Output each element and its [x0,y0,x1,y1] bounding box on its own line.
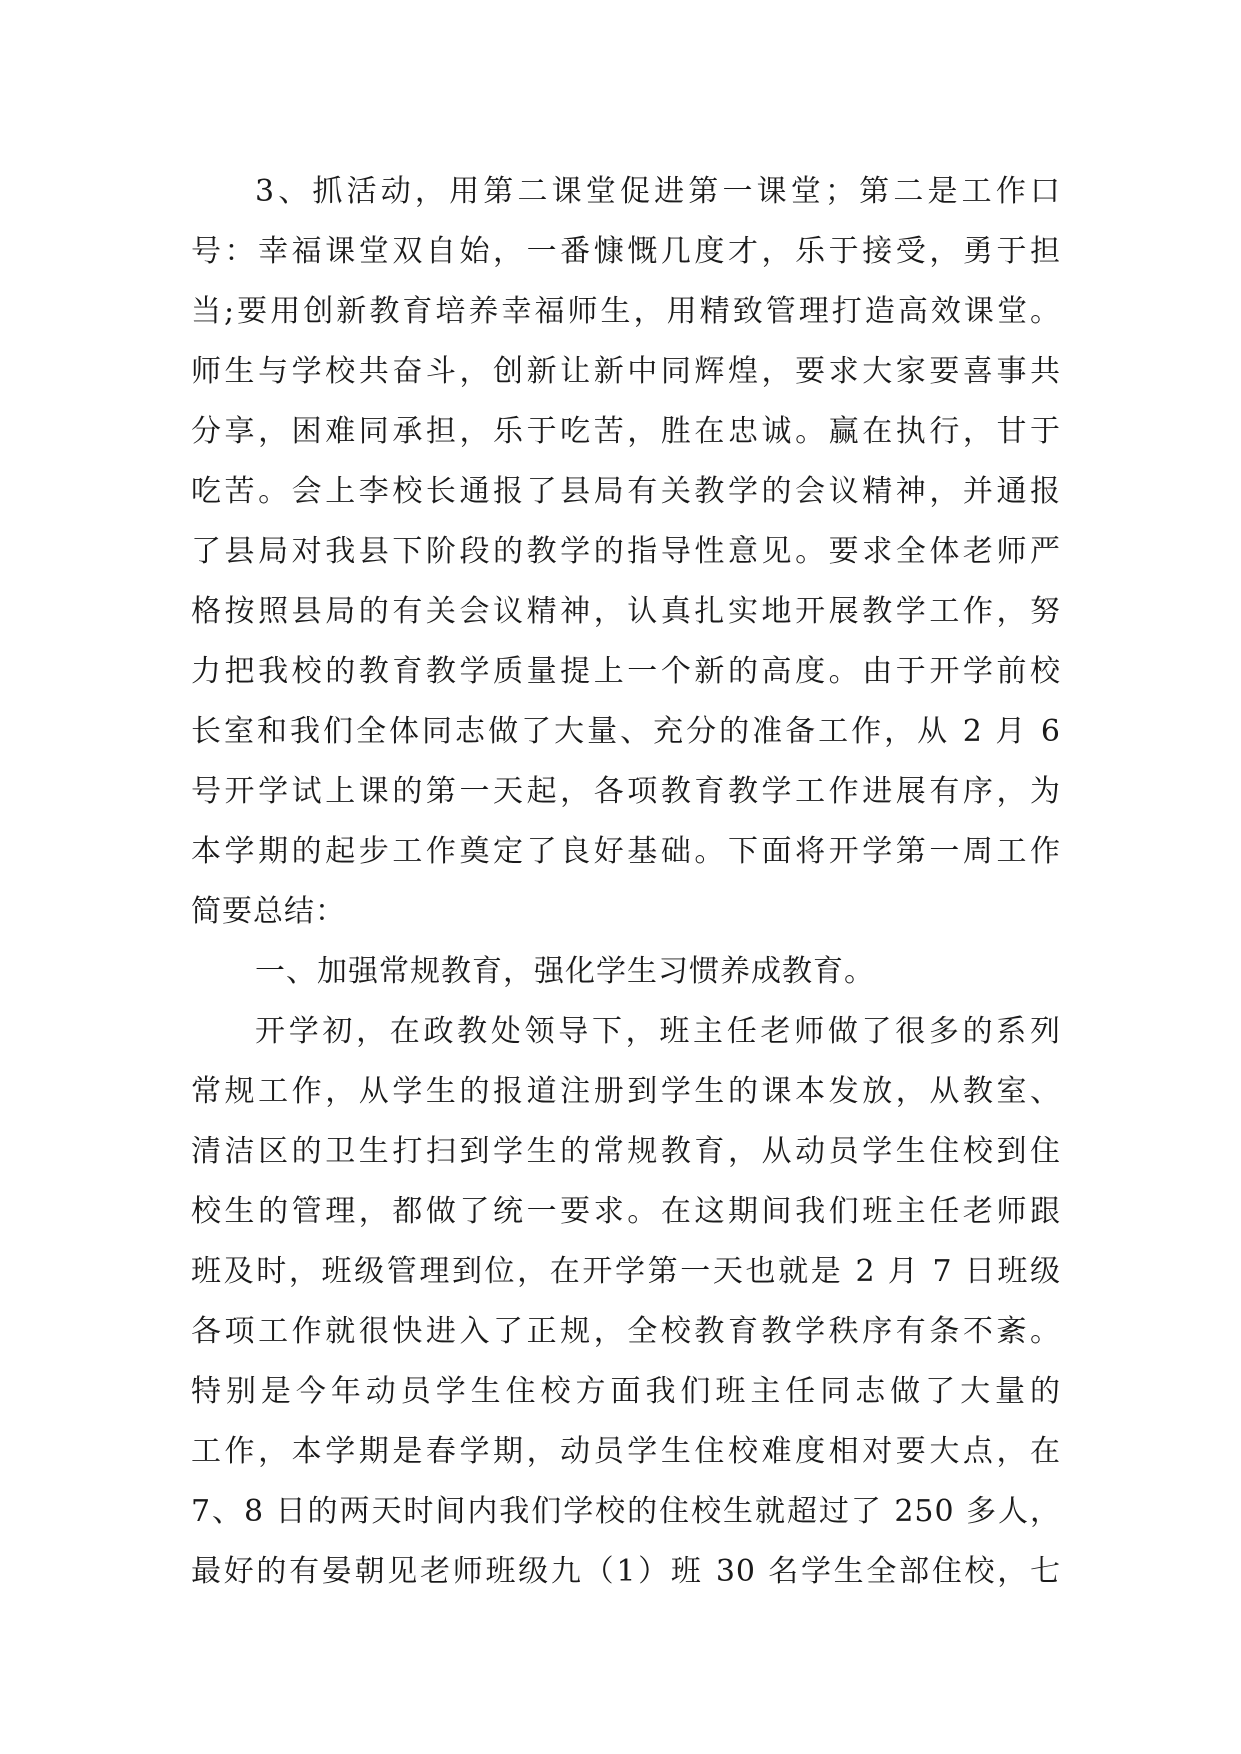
text-line: 7、8 日的两天时间内我们学校的住校生就超过了 250 多人， [191,1494,1061,1529]
text-line: 号开学试上课的第一天起，各项教育教学工作进展有序，为 [191,774,1061,809]
text-line: 师生与学校共奋斗，创新让新中同辉煌，要求大家要喜事共 [191,354,1061,389]
section-heading: 一、加强常规教育，强化学生习惯养成教育。 [255,954,875,989]
text-line: 长室和我们全体同志做了大量、充分的准备工作，从 2 月 6 [191,714,1061,749]
text-line: 最好的有晏朝见老师班级九（1）班 30 名学生全部住校，七 [191,1554,1061,1589]
text-line: 清洁区的卫生打扫到学生的常规教育，从动员学生住校到住 [191,1134,1061,1169]
text-line: 了县局对我县下阶段的教学的指导性意见。要求全体老师严 [191,534,1061,569]
body-text [191,162,1061,1602]
text-line: 本学期的起步工作奠定了良好基础。下面将开学第一周工作 [191,834,1061,869]
text-line: 号：幸福课堂双自始，一番慷慨几度才，乐于接受，勇于担 [191,234,1061,269]
text-line: 吃苦。会上李校长通报了县局有关教学的会议精神，并通报 [191,474,1061,509]
text-line: 校生的管理，都做了统一要求。在这期间我们班主任老师跟 [191,1194,1061,1229]
text-line: 简要总结： [191,894,346,929]
text-line: 各项工作就很快进入了正规，全校教育教学秩序有条不紊。 [191,1314,1061,1349]
text-line: 力把我校的教育教学质量提上一个新的高度。由于开学前校 [191,654,1061,689]
text-line: 3、抓活动，用第二课堂促进第一课堂；第二是工作口 [255,174,1061,209]
text-line: 格按照县局的有关会议精神，认真扎实地开展教学工作，努 [191,594,1061,629]
text-line: 开学初，在政教处领导下，班主任老师做了很多的系列 [255,1014,1061,1049]
text-line: 特别是今年动员学生住校方面我们班主任同志做了大量的 [191,1374,1061,1409]
text-line: 班及时，班级管理到位，在开学第一天也就是 2 月 7 日班级 [191,1254,1061,1289]
text-line: 常规工作，从学生的报道注册到学生的课本发放，从教室、 [191,1074,1061,1109]
text-line: 工作，本学期是春学期，动员学生住校难度相对要大点，在 [191,1434,1061,1469]
text-line: 分享，困难同承担，乐于吃苦，胜在忠诚。赢在执行，甘于 [191,414,1061,449]
text-line: 当;要用创新教育培养幸福师生，用精致管理打造高效课堂。 [191,294,1061,329]
